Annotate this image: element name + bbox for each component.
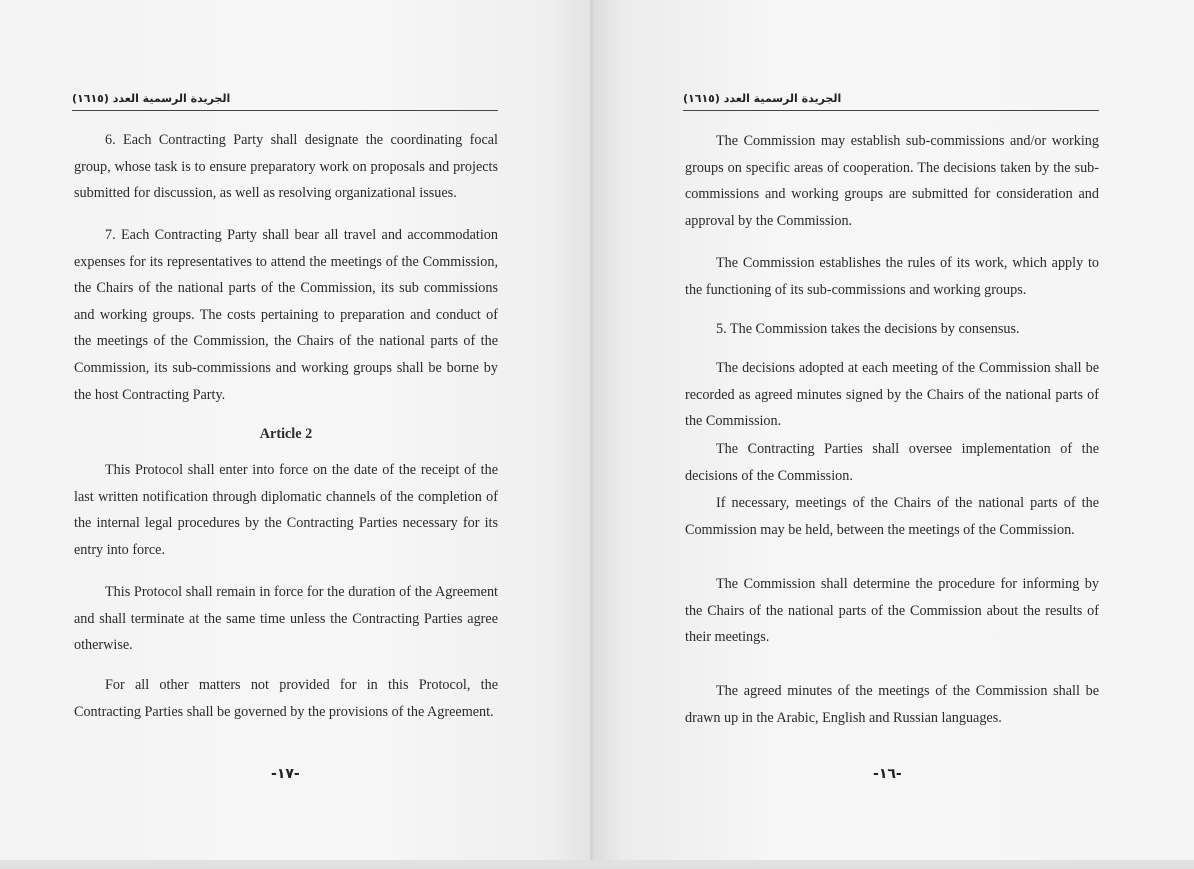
right-page-number: -١٦- <box>873 766 902 782</box>
left-page-number: -١٧- <box>271 766 300 782</box>
left-header-title: الجريدة الرسمية العدد (١٦١٥) <box>72 92 231 105</box>
right-paragraph-informing: The Commission shall determine the procedure for informing by the Chairs of the national parts of the Commission about the results of their meetings. <box>685 576 1099 646</box>
left-paragraph-duration: This Protocol shall remain in force for the duration of the Agreement and shall terminate at the same time unless the Contracting Parties agree otherwise. <box>74 584 498 654</box>
right-paragraph-languages: The agreed minutes of the meetings of the Commission shall be drawn up in the Arabic, English and Russian languages. <box>685 683 1099 726</box>
left-paragraph-6: 6. Each Contracting Party shall designate the coordinating focal group, whose task is to ensure preparatory work on proposals and projects submitted for discussion, as well as resolving organizational issues. <box>74 132 498 202</box>
right-paragraph-chairs-meetings: If necessary, meetings of the Chairs of the national parts of the Commission may be held, between the meetings of the Commission. <box>685 495 1099 538</box>
article-2-heading: Article 2 <box>259 426 313 442</box>
right-paragraph-oversee: The Contracting Parties shall oversee implementation of the decisions of the Commission. <box>685 441 1099 484</box>
left-paragraph-entry-into-force: This Protocol shall enter into force on the date of the receipt of the last written notification through diplomatic channels of the completion of the internal legal procedures by the Contracting Parties necessary for its entry into force. <box>74 462 498 558</box>
right-paragraph-rules: The Commission establishes the rules of its work, which apply to the functioning of its sub-commissions and working groups. <box>685 255 1099 298</box>
right-page-header <box>683 88 1099 111</box>
left-paragraph-other-matters: For all other matters not provided for in this Protocol, the Contracting Parties shall be governed by the provisions of the Agreement. <box>74 677 498 720</box>
right-header-title: الجريدة الرسمية العدد (١٦١٥) <box>683 92 842 105</box>
page-stack-edge <box>0 860 1194 869</box>
right-paragraph-consensus: 5. The Commission takes the decisions by consensus. <box>716 321 1020 337</box>
left-paragraph-7: 7. Each Contracting Party shall bear all travel and accommodation expenses for its representatives to attend the meetings of the Commission, the Chairs of the national parts of the Commission, its sub commissions and working groups. The costs pertaining to preparation and conduct of the meetings of the Commission, the Chairs of the national parts of the Commission, its sub-commissions and working groups shall be borne by the host Contracting Party. <box>74 227 498 403</box>
book-spine <box>590 0 594 862</box>
right-paragraph-sub-commissions: The Commission may establish sub-commissions and/or working groups on specific areas of cooperation. The decisions taken by the sub-commissions and working groups are submitted for consideration and approval by the Commission. <box>685 133 1099 229</box>
right-paragraph-decisions-recorded: The decisions adopted at each meeting of the Commission shall be recorded as agreed minutes signed by the Chairs of the national parts of the Commission. <box>685 360 1099 430</box>
left-page-header <box>72 88 498 111</box>
